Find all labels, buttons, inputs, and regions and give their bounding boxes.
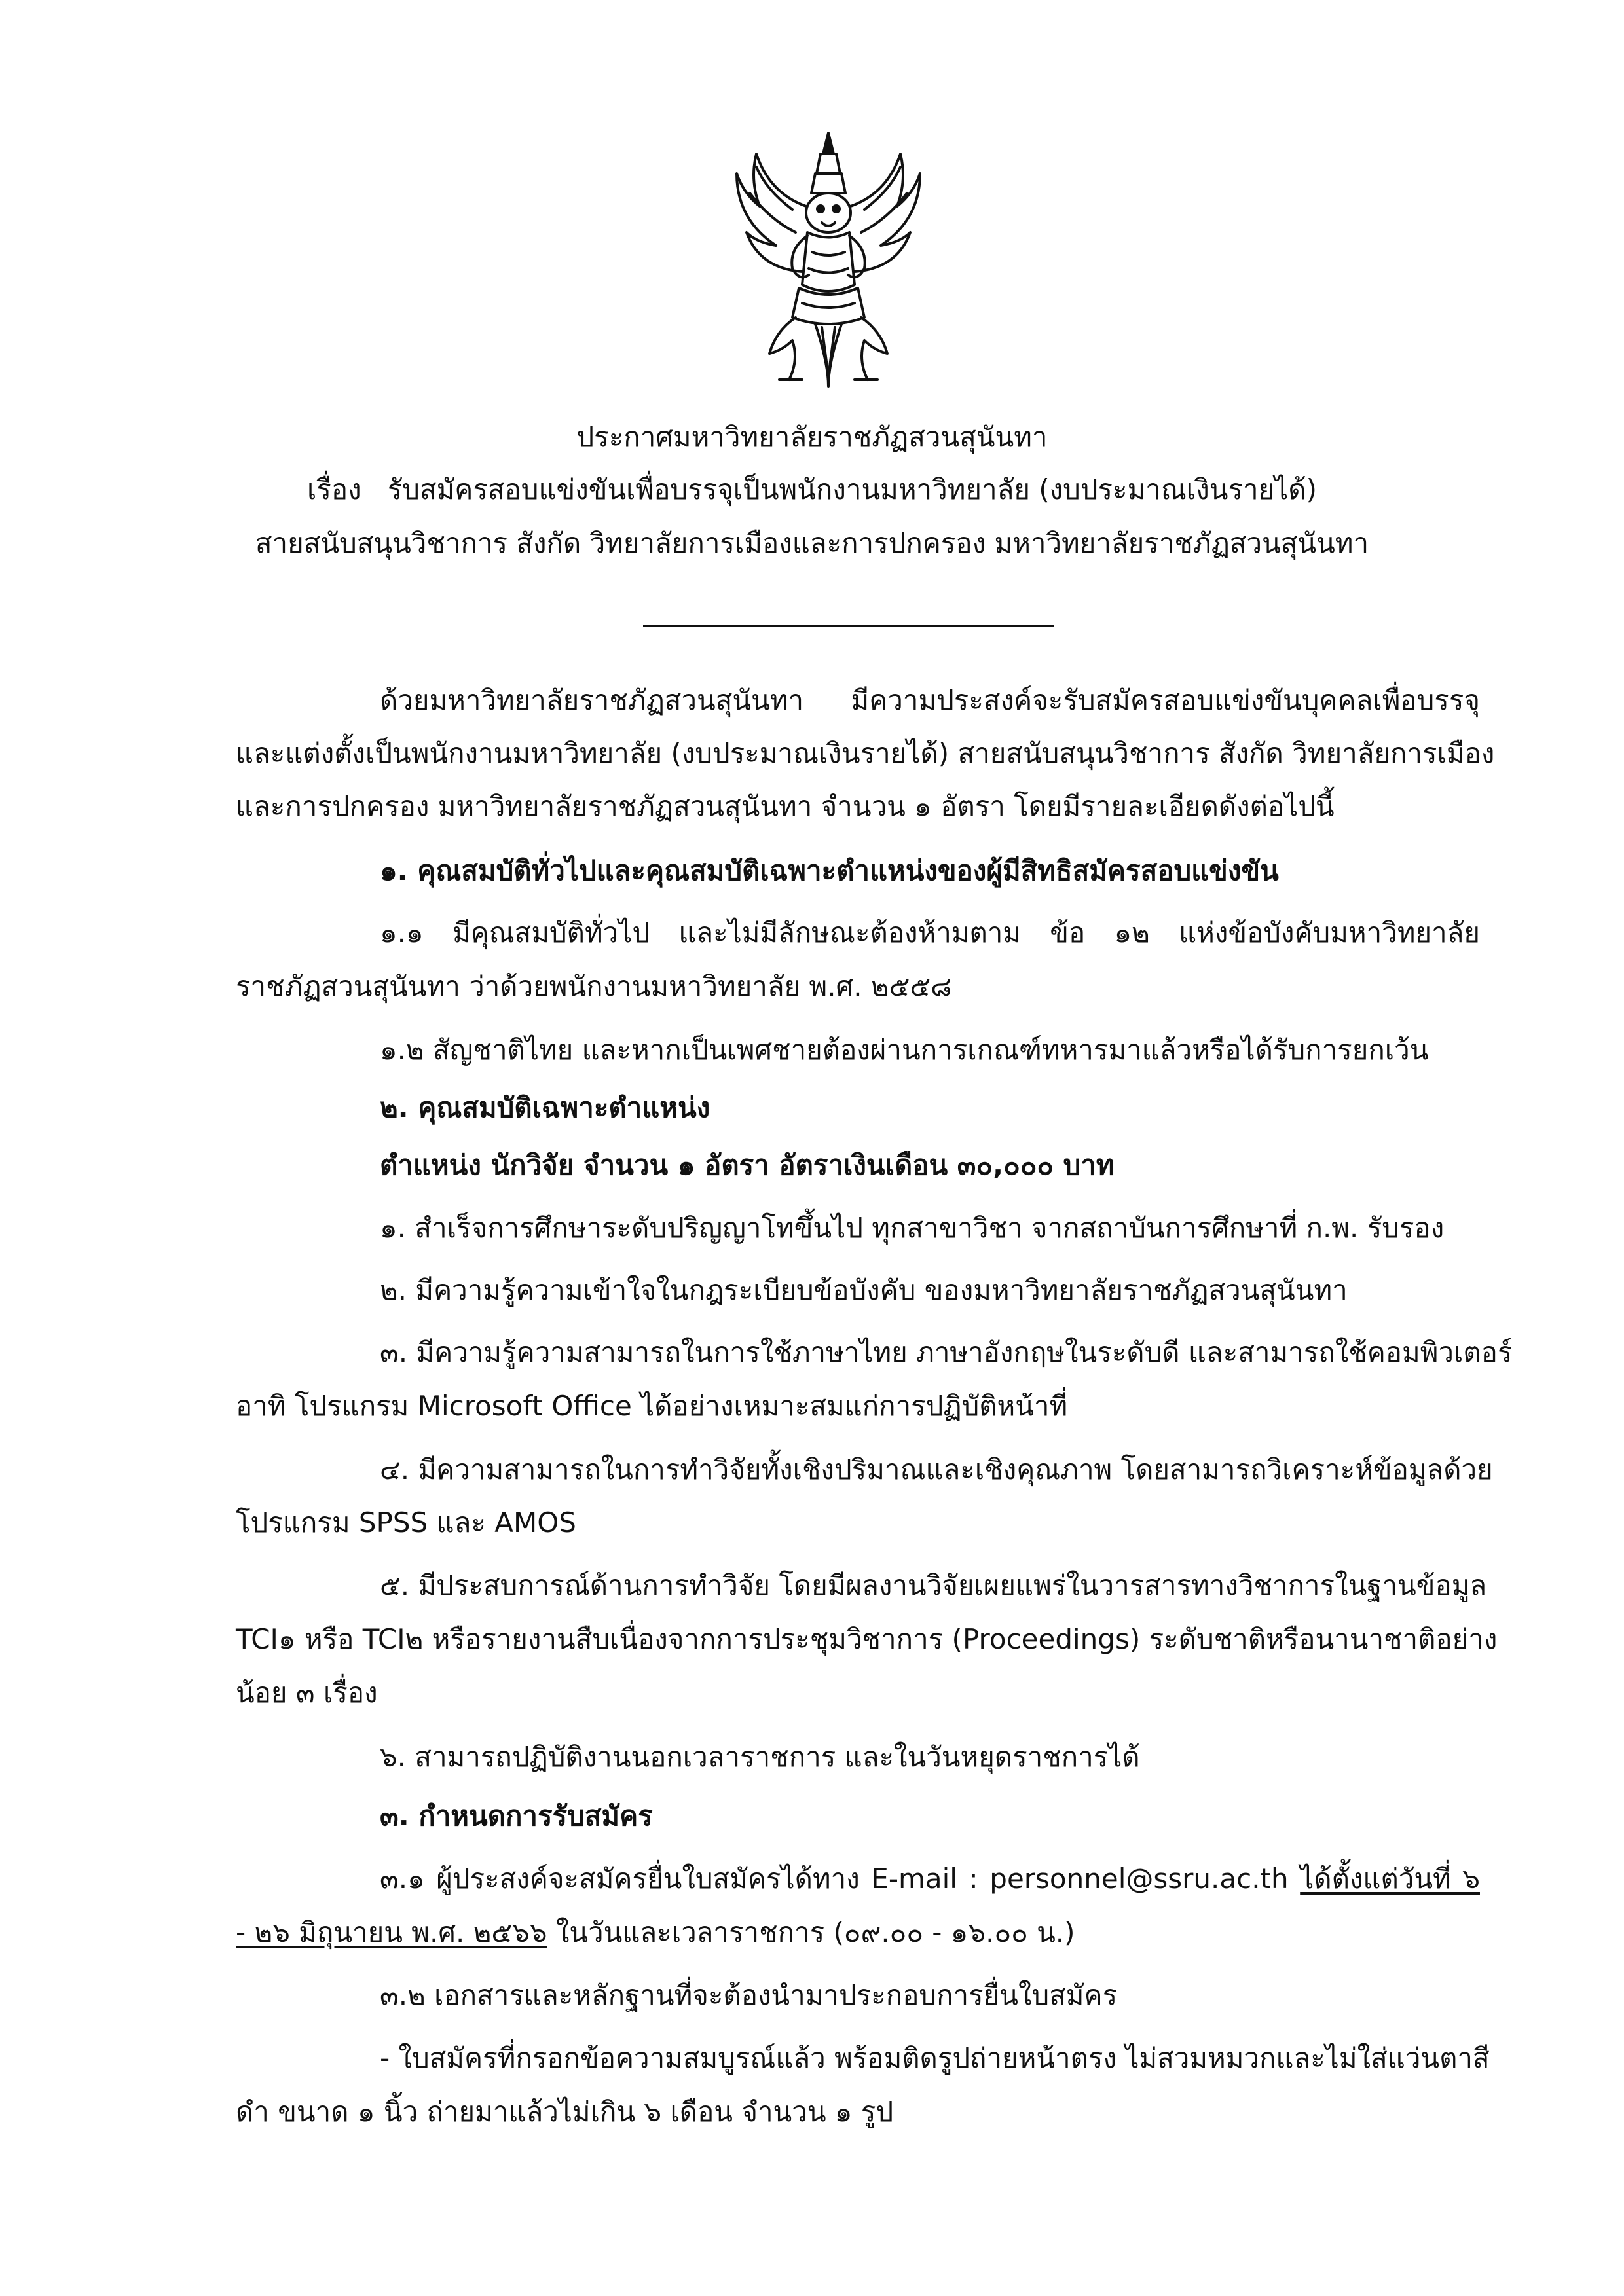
requirement-3-line-1: ๓. มีความรู้ความสามารถในการใช้ภาษาไทย ภาษาอังกฤษในระดับดี และสามารถใช้คอมพิวเตอร์	[380, 1336, 1513, 1368]
requirement-3-line-2: อาทิ โปรแกรม Microsoft Office ได้อย่างเหมาะสมแก่การปฏิบัติหน้าที่	[236, 1390, 1068, 1422]
section-3-item-1-hours: ในวันและเวลาราชการ (๐๙.๐๐ - ๑๖.๐๐ น.)	[547, 1916, 1075, 1948]
announcement-subject	[0, 470, 1624, 509]
intro-line-3: และการปกครอง มหาวิทยาลัยราชภัฏสวนสุนันทา จำนวน ๑ อัตรา โดยมีรายละเอียดดังต่อไปนี้	[236, 790, 1335, 822]
intro-line-1	[380, 681, 1480, 720]
requirement-5-line-1: ๕. มีประสบการณ์ด้านการทำวิจัย โดยมีผลงานวิจัยเผยแพร่ในวารสารทางวิชาการในฐานข้อมูล	[380, 1569, 1487, 1601]
section-1-item-2: ๑.๒ สัญชาติไทย และหากเป็นเพศชายต้องผ่านการเกณฑ์ทหารมาแล้วหรือได้รับการยกเว้น	[380, 1034, 1429, 1066]
requirement-5-line-3: น้อย ๓ เรื่อง	[236, 1677, 378, 1709]
announcement-title: ประกาศมหาวิทยาลัยราชภัฏสวนสุนันทา	[576, 421, 1048, 453]
section-3-item-1-date-start: ได้ตั้งแต่วันที่ ๖	[1300, 1863, 1480, 1895]
section-3-item-1-line-2	[236, 1913, 1075, 1952]
requirement-1: ๑. สำเร็จการศึกษาระดับปริญญาโทขึ้นไป ทุกสาขาวิชา จากสถาบันการศึกษาที่ ก.พ. รับรอง	[380, 1212, 1445, 1244]
position-line: ตำแหน่ง นักวิจัย จำนวน ๑ อัตรา อัตราเงินเดือน ๓๐,๐๐๐ บาท	[380, 1149, 1115, 1181]
section-1-item-1-line-2: ราชภัฏสวนสุนันทา ว่าด้วยพนักงานมหาวิทยาลัย พ.ศ. ๒๕๕๘	[236, 970, 952, 1002]
section-2-heading: ๒. คุณสมบัติเฉพาะตำแหน่ง	[380, 1091, 710, 1123]
requirement-6: ๖. สามารถปฏิบัติงานนอกเวลาราชการ และในวันหยุดราชการได้	[380, 1741, 1140, 1773]
subject-label: เรื่อง	[307, 473, 361, 505]
intro-line-2: และแต่งตั้งเป็นพนักงานมหาวิทยาลัย (งบประมาณเงินรายได้) สายสนับสนุนวิชาการ สังกัด วิทยาลัยการเมือง	[236, 737, 1495, 769]
garuda-emblem-graphic	[730, 128, 927, 390]
document-1-line-2: ดำ ขนาด ๑ นิ้ว ถ่ายมาแล้วไม่เกิน ๖ เดือน จำนวน ๑ รูป	[236, 2096, 894, 2128]
announcement-subtitle: สายสนับสนุนวิชาการ สังกัด วิทยาลัยการเมืองและการปกครอง มหาวิทยาลัยราชภัฏสวนสุนันทา	[255, 527, 1369, 559]
requirement-2: ๒. มีความรู้ความเข้าใจในกฎระเบียบข้อบังคับ ของมหาวิทยาลัยราชภัฏสวนสุนันทา	[380, 1274, 1348, 1306]
section-3-item-2: ๓.๒ เอกสารและหลักฐานที่จะต้องนำมาประกอบการยื่นใบสมัคร	[380, 1979, 1118, 2011]
requirement-4-line-1: ๔. มีความสามารถในการทำวิจัยทั้งเชิงปริมาณและเชิงคุณภาพ โดยสามารถวิเคราะห์ข้อมูลด้วย	[380, 1453, 1493, 1485]
section-1-item-1-line-1: ๑.๑ มีคุณสมบัติทั่วไป และไม่มีลักษณะต้องห้ามตาม ข้อ ๑๒ แห่งข้อบังคับมหาวิทยาลัย	[380, 917, 1480, 949]
section-3-heading: ๓. กำหนดการรับสมัคร	[380, 1800, 653, 1832]
requirement-5-line-2: TCI๑ หรือ TCI๒ หรือรายงานสืบเนื่องจากการประชุมวิชาการ (Proceedings) ระดับชาติหรือนานาชาติอย่าง	[236, 1623, 1498, 1655]
section-1-heading: ๑. คุณสมบัติทั่วไปและคุณสมบัติเฉพาะตำแหน่งของผู้มีสิทธิสมัครสอบแข่งขัน	[380, 854, 1279, 886]
intro-line-1b: มีความประสงค์จะรับสมัครสอบแข่งขันบุคคลเพื่อบรรจุ	[851, 684, 1480, 716]
intro-line-1a: ด้วยมหาวิทยาลัยราชภัฏสวนสุนันทา	[380, 684, 804, 716]
document-1-line-1: - ใบสมัครที่กรอกข้อความสมบูรณ์แล้ว พร้อมติดรูปถ่ายหน้าตรง ไม่สวมหมวกและไม่ใส่แว่นตาสี	[380, 2042, 1490, 2074]
garuda-emblem	[730, 128, 927, 390]
section-3-item-1-email-text: ๓.๑ ผู้ประสงค์จะสมัครยื่นใบสมัครได้ทาง E-mail : personnel@ssru.ac.th	[380, 1863, 1289, 1895]
section-3-item-1-date-end: - ๒๖ มิถุนายน พ.ศ. ๒๕๖๖	[236, 1916, 547, 1948]
requirement-4-line-2: โปรแกรม SPSS และ AMOS	[236, 1506, 576, 1539]
section-3-item-1-line-1	[380, 1859, 1480, 1899]
title-divider	[643, 625, 1054, 627]
subject-text: รับสมัครสอบแข่งขันเพื่อบรรจุเป็นพนักงานมหาวิทยาลัย (งบประมาณเงินรายได้)	[387, 473, 1317, 505]
